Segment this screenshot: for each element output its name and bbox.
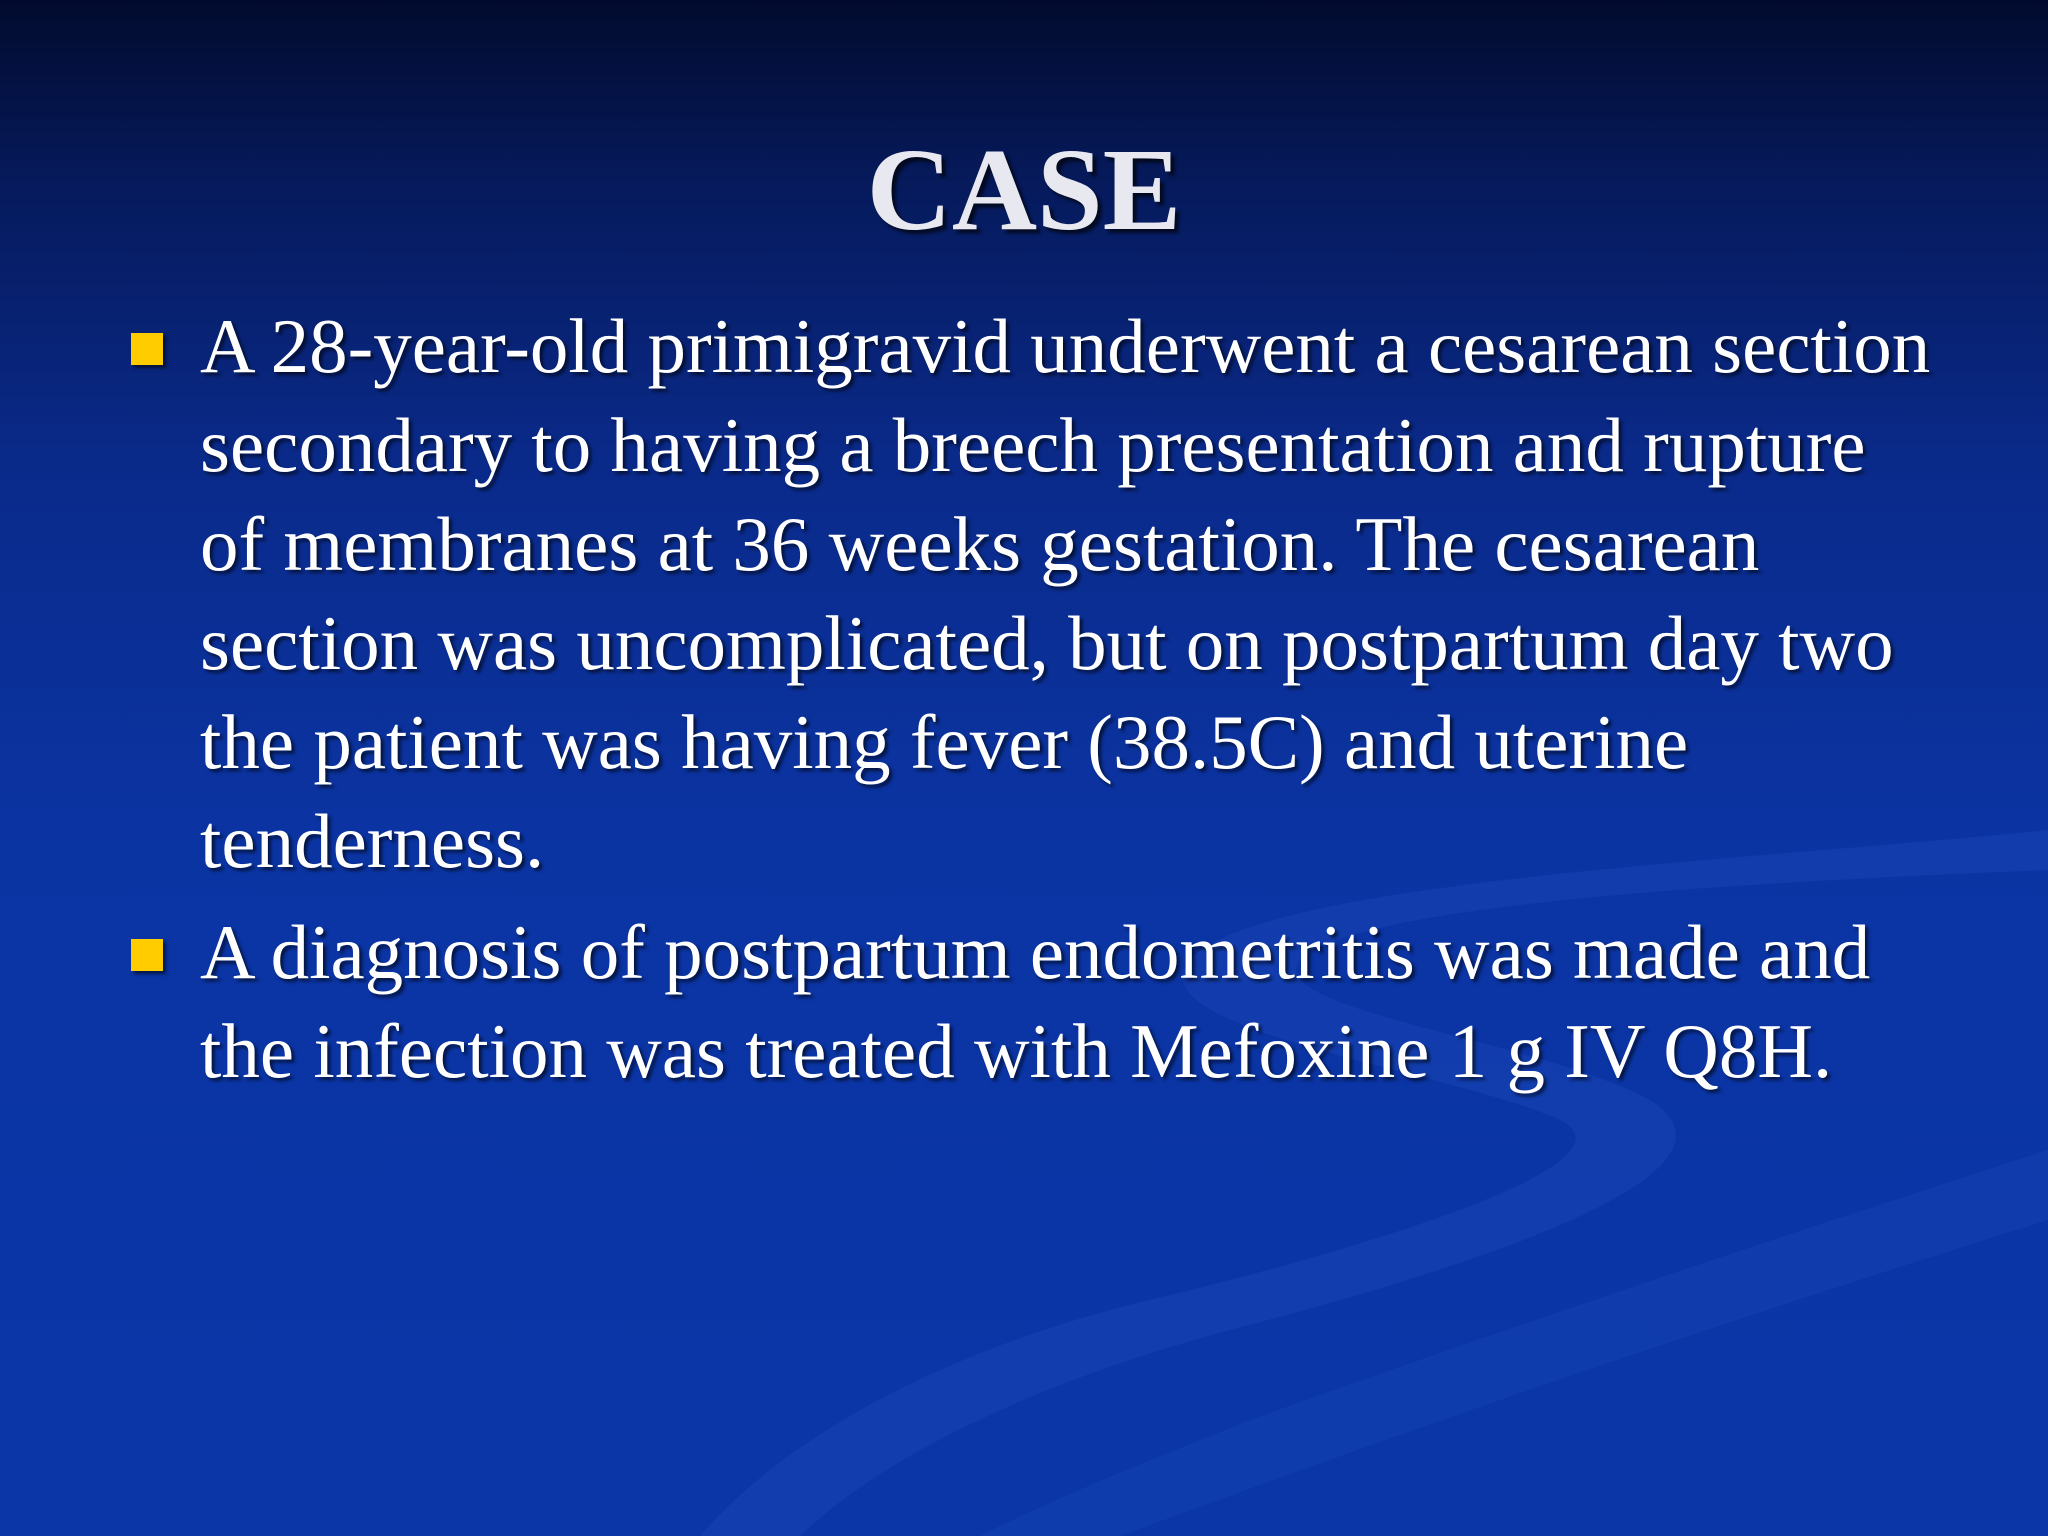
- slide-title: CASE: [866, 124, 1182, 255]
- bullet-item-diagnosis: [200, 903, 1940, 1101]
- square-bullet-icon: [131, 333, 163, 365]
- square-bullet-icon: [131, 939, 163, 971]
- bullet-text: A diagnosis of postpartum endometritis was made and the infection was treated with Mefoxine 1 g IV Q8H.: [200, 909, 1871, 1094]
- bullet-list: [200, 297, 1940, 1101]
- bullet-item-case-history: [200, 297, 1940, 891]
- bullet-text: A 28-year-old primigravid underwent a cesarean section secondary to having a breech presentation and rupture of membranes at 36 weeks gestation. The cesarean section was uncomplicated, but on postpartum day two the patient was having fever (38.5C) and uterine tenderness.: [200, 303, 1931, 884]
